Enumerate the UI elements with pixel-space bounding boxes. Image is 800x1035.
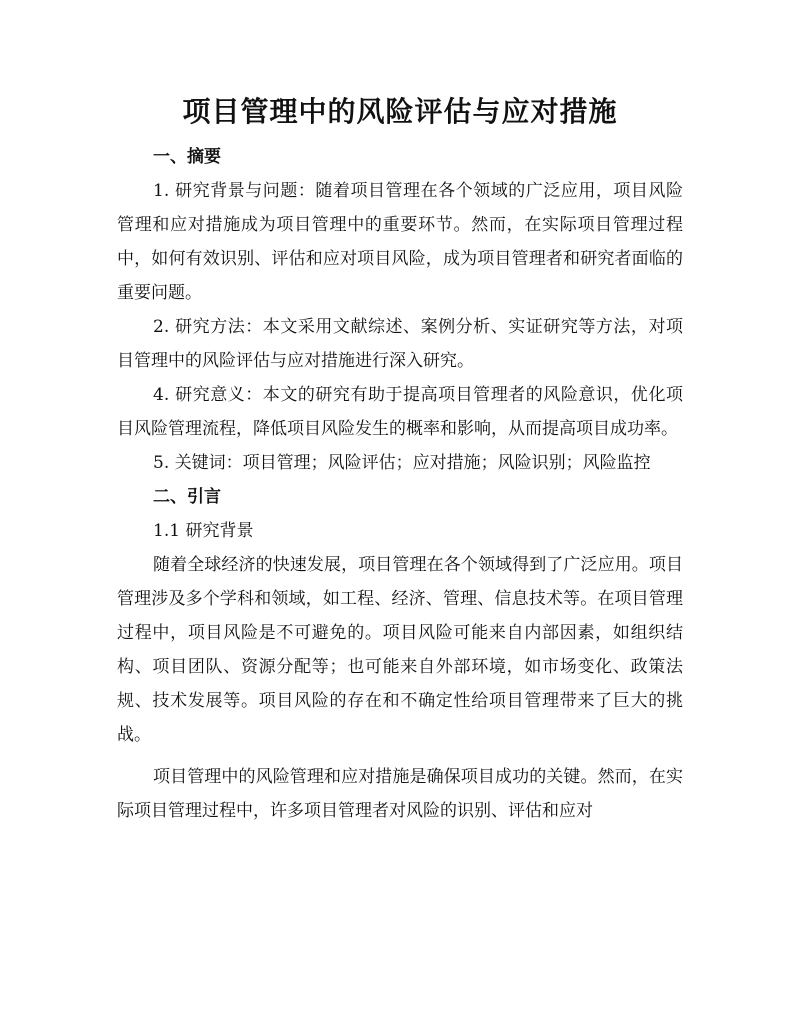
abstract-item-background: 1. 研究背景与问题：随着项目管理在各个领域的广泛应用，项目风险管理和应对措施成为项目管理中的重要环节。然而，在实际项目管理过程中，如何有效识别、评估和应对项目风险，成为项目管理者和研究者面临的重要问题。 (117, 181, 683, 303)
abstract-item-method: 2. 研究方法：本文采用文献综述、案例分析、实证研究等方法，对项目管理中的风险评估与应对措施进行深入研究。 (117, 317, 683, 371)
abstract-item-significance: 4. 研究意义：本文的研究有助于提高项目管理者的风险意识，优化项目风险管理流程，降低项目风险发生的概率和影响，从而提高项目成功率。 (117, 385, 683, 439)
intro-paragraph: 随着全球经济的快速发展，项目管理在各个领域得到了广泛应用。项目管理涉及多个学科和领域，如工程、经济、管理、信息技术等。在项目管理过程中，项目风险是不可避免的。项目风险可能来自内部因素，如组织结构、项目团队、资源分配等；也可能来自外部环境，如市场变化、政策法规、技术发展等。项目风险的存在和不确定性给项目管理带来了巨大的挑战。 (117, 555, 683, 745)
subheading-research-background: 1.1 研究背景 (153, 521, 254, 541)
section-heading-abstract: 一、摘要 (153, 147, 221, 167)
abstract-item-keywords: 5. 关键词：项目管理；风险评估；应对措施；风险识别；风险监控 (153, 453, 651, 473)
document-title: 项目管理中的风险评估与应对措施 (182, 95, 618, 128)
paragraph-gap (117, 752, 683, 760)
section-heading-introduction: 二、引言 (153, 487, 221, 507)
intro-paragraph: 项目管理中的风险管理和应对措施是确保项目成功的关键。然而，在实际项目管理过程中，许多项目管理者对风险的识别、评估和应对 (117, 767, 683, 821)
